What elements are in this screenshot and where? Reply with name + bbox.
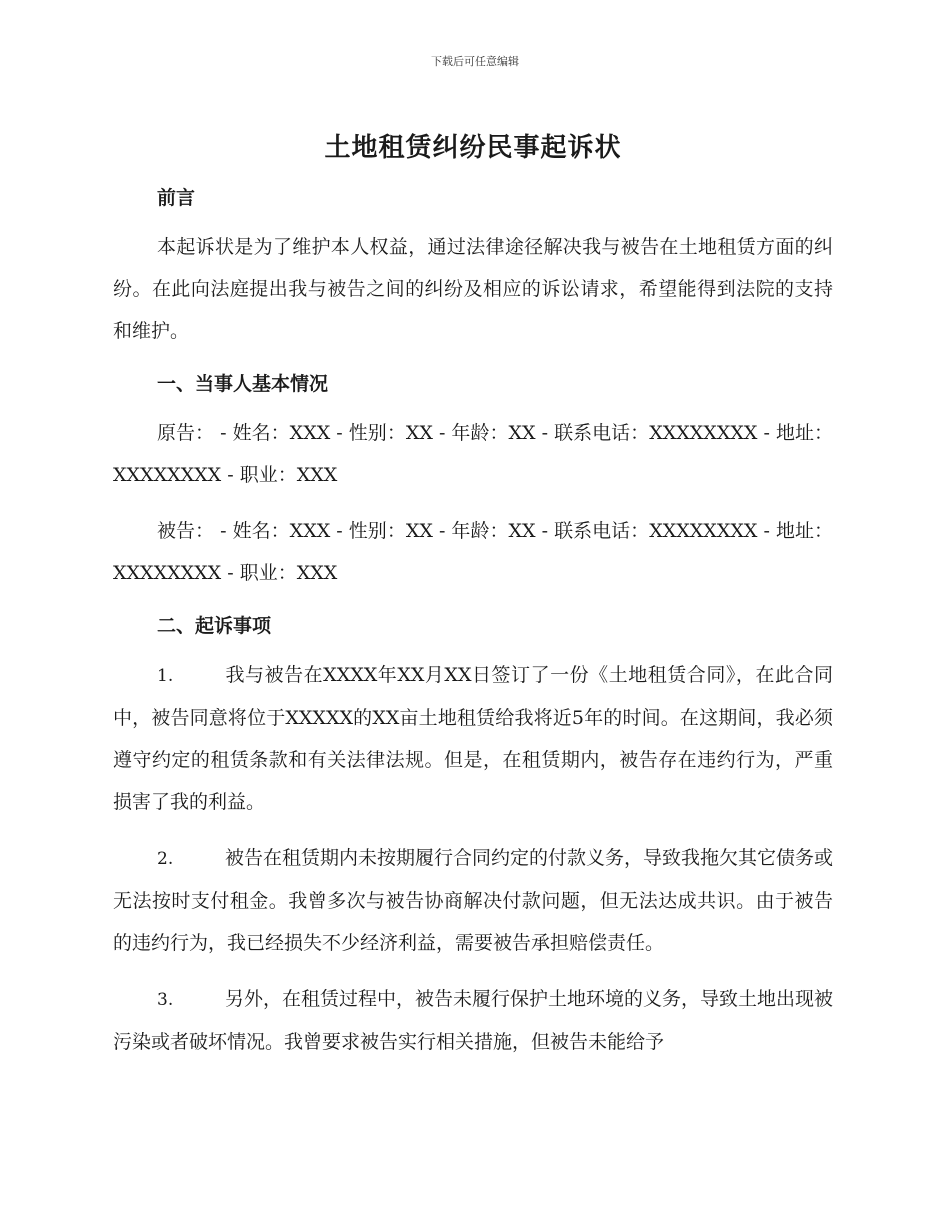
plaintiff-info: 原告： - 姓名：XXX - 性别：XX - 年龄：XX - 联系电话：XXXXXXXX - 地址：XXXXXXXX - 职业：XXX: [113, 422, 833, 486]
page-header-note: 下载后可任意编辑: [431, 55, 519, 68]
list-item-number: 2.: [157, 849, 174, 869]
section1-heading: 一、当事人基本情况: [157, 373, 329, 395]
document-title: 土地租赁纠纷民事起诉状: [324, 133, 622, 163]
defendant-info: 被告： - 姓名：XXX - 性别：XX - 年龄：XX - 联系电话：XXXXXXXX - 地址：XXXXXXXX - 职业：XXX: [113, 520, 833, 584]
list-item-number: 3.: [157, 990, 174, 1010]
preface-paragraph: 本起诉状是为了维护本人权益，通过法律途径解决我与被告在土地租赁方面的纠纷。在此向法庭提出我与被告之间的纠纷及相应的诉讼请求，希望能得到法院的支持和维护。: [113, 236, 833, 342]
list-item: [113, 654, 833, 823]
list-item-number: 1.: [157, 666, 174, 686]
list-item: [113, 837, 833, 964]
list-item-text: 我与被告在XXXX年XX月XX日签订了一份《土地租赁合同》，在此合同中，被告同意将位于XXXXX的XX亩土地租赁给我将近5年的时间。在这期间，我必须遵守约定的租赁条款和有关法律法规。但是，在租赁期内，被告存在违约行为，严重损害了我的利益。: [113, 664, 833, 813]
list-item: [113, 978, 833, 1063]
section2-heading: 二、起诉事项: [157, 615, 272, 637]
document-body: [113, 130, 833, 1063]
list-item-text: 另外，在租赁过程中，被告未履行保护土地环境的义务，导致土地出现被污染或者破坏情况。我曾要求被告实行相关措施，但被告未能给予: [113, 988, 834, 1053]
preface-heading: 前言: [157, 187, 196, 209]
list-item-text: 被告在租赁期内未按期履行合同约定的付款义务，导致我拖欠其它债务或无法按时支付租金。我曾多次与被告协商解决付款问题，但无法达成共识。由于被告的违约行为，我已经损失不少经济利益，需要被告承担赔偿责任。: [113, 847, 834, 954]
